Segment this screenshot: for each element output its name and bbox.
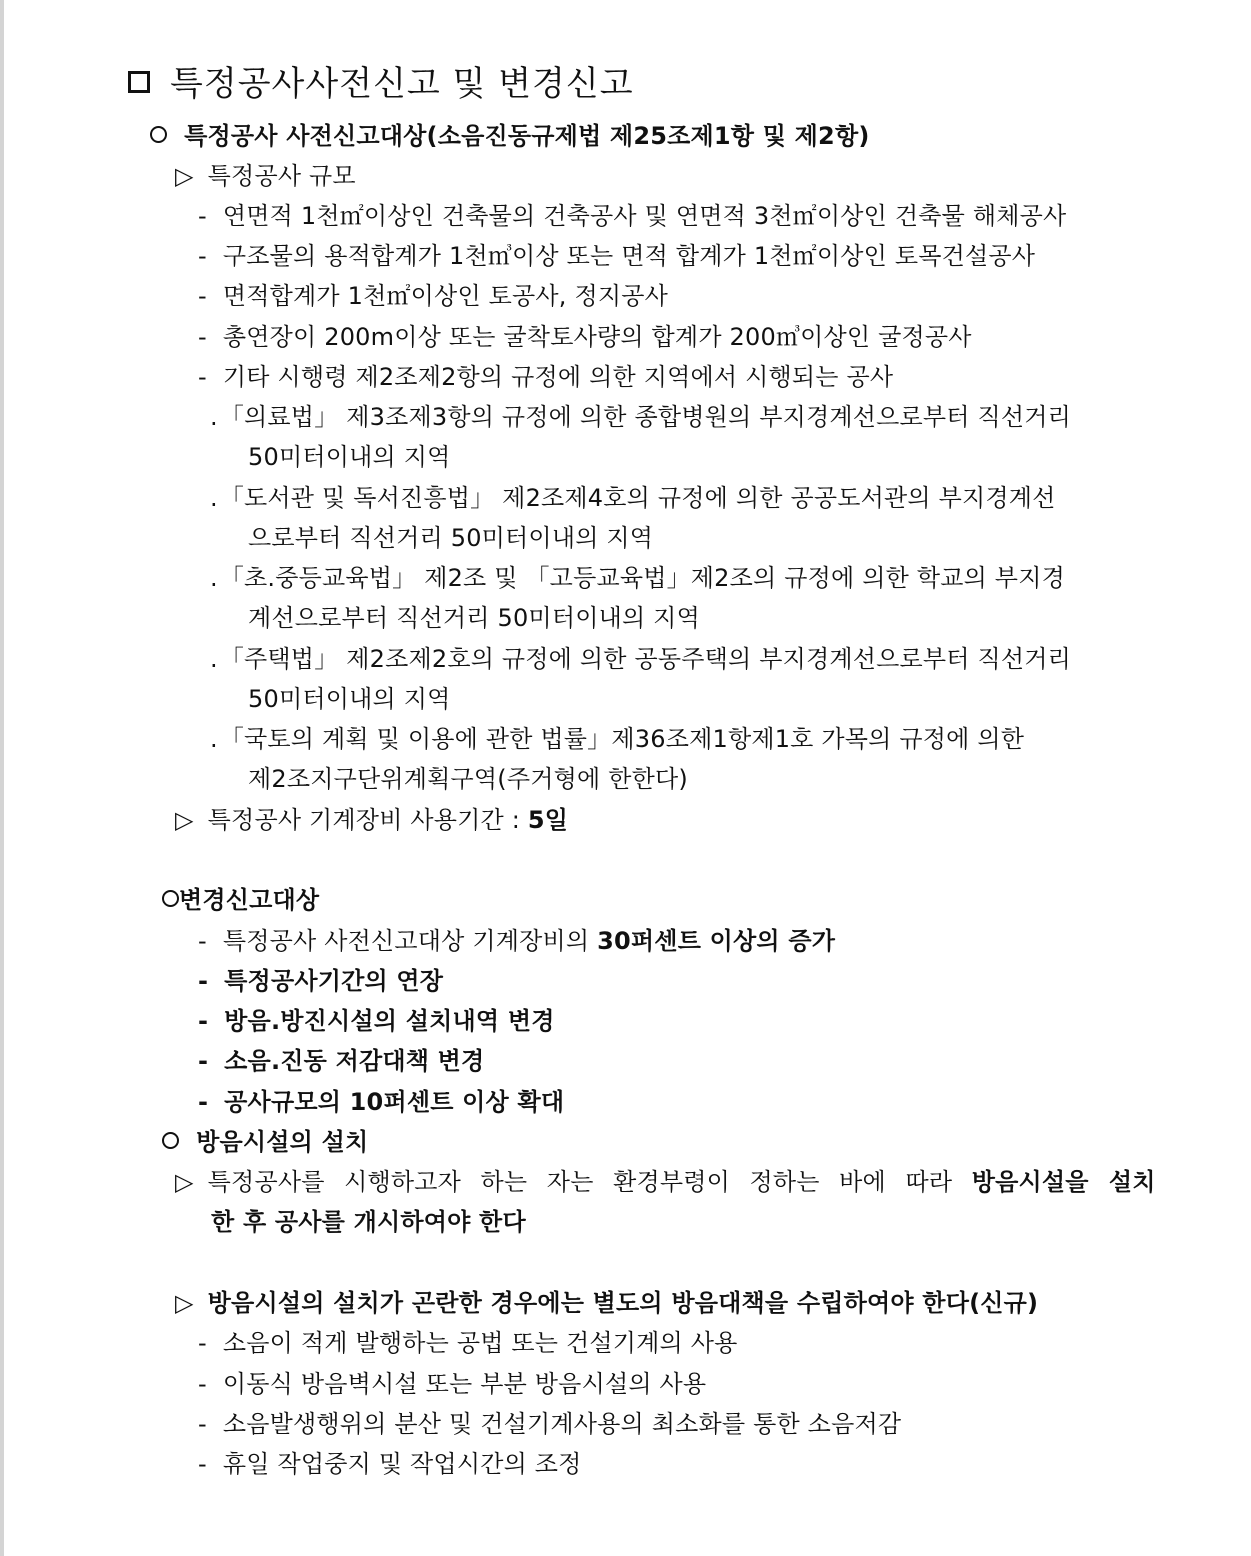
dot-bullet: . <box>210 403 218 431</box>
change-item: - 방음.방진시설의 설치내역 변경 <box>198 1004 555 1038</box>
prior-report-heading: 특정공사 사전신고대상(소음진동규제법 제25조제1항 및 제2항) <box>150 119 870 153</box>
dash-bullet: - <box>198 1370 207 1398</box>
scale-item: - 면적합계가 1천㎡이상인 토공사, 정지공사 <box>198 279 668 313</box>
circle-bullet-icon <box>162 890 179 907</box>
dash-bullet: - <box>198 1007 209 1035</box>
measure-item: - 이동식 방음벽시설 또는 부분 방음시설의 사용 <box>198 1367 706 1401</box>
triangle-bullet-icon: ▷ <box>175 1289 194 1317</box>
sub-item-continuation: 제2조지구단위계획구역(주거형에 한한다) <box>248 765 688 793</box>
scale-item: - 총연장이 200m이상 또는 굴착토사량의 합계가 200㎥이상인 굴정공사 <box>198 320 972 354</box>
alternative-measures-heading: ▷ 방음시설의 설치가 곤란한 경우에는 별도의 방음대책을 수립하여야 한다(신규) <box>175 1286 1038 1320</box>
dash-bullet: - <box>198 1088 209 1116</box>
triangle-bullet-icon: ▷ <box>175 1168 194 1196</box>
facility-paragraph-continuation: 한 후 공사를 개시하여야 한다 <box>211 1208 526 1236</box>
dash-bullet: - <box>198 1450 207 1478</box>
sub-item-continuation: 50미터이내의 지역 <box>248 685 451 713</box>
dash-bullet: - <box>198 323 207 351</box>
measure-item: - 소음발생행위의 분산 및 건설기계사용의 최소화를 통한 소음저감 <box>198 1407 901 1441</box>
dash-bullet: - <box>198 967 209 995</box>
dash-bullet: - <box>198 927 207 955</box>
sub-item-line: .「주택법」 제2조제2호의 규정에 의한 공동주택의 부지경계선으로부터 직선거리 <box>210 642 1071 676</box>
square-bullet-icon <box>128 71 150 93</box>
measure-item: - 소음이 적게 발행하는 공법 또는 건설기계의 사용 <box>198 1326 738 1360</box>
sub-item-continuation: 50미터이내의 지역 <box>248 443 451 471</box>
scale-item: - 연면적 1천㎡이상인 건축물의 건축공사 및 연면적 3천㎡이상인 건축물 해체공사 <box>198 199 1066 233</box>
dot-bullet: . <box>210 484 218 512</box>
change-report-heading: 변경신고대상 <box>162 883 319 917</box>
dot-bullet: . <box>210 725 218 753</box>
facility-paragraph: ▷ 특정공사를 시행하고자 하는 자는 환경부령이 정하는 바에 따라 방음시설을 설치 <box>175 1165 1156 1199</box>
sub-item-line: .「도서관 및 독서진흥법」 제2조제4호의 규정에 의한 공공도서관의 부지경계선 <box>210 481 1056 515</box>
dash-bullet: - <box>198 282 207 310</box>
change-item: - 특정공사 사전신고대상 기계장비의 30퍼센트 이상의 증가 <box>198 924 835 958</box>
change-item: - 소음.진동 저감대책 변경 <box>198 1044 484 1078</box>
equipment-period: ▷ 특정공사 기계장비 사용기간 : 5일 <box>175 803 568 837</box>
sub-item-line: .「의료법」 제3조제3항의 규정에 의한 종합병원의 부지경계선으로부터 직선거리 <box>210 400 1071 434</box>
sub-item-line: .「초.중등교육법」 제2조 및 「고등교육법」제2조의 규정에 의한 학교의 부지경 <box>210 561 1065 595</box>
measure-item: - 휴일 작업중지 및 작업시간의 조정 <box>198 1447 582 1481</box>
sub-item-continuation: 계선으로부터 직선거리 50미터이내의 지역 <box>248 604 700 632</box>
dash-bullet: - <box>198 363 207 391</box>
sub-item-continuation: 으로부터 직선거리 50미터이내의 지역 <box>248 524 654 552</box>
circle-bullet-icon <box>150 126 167 143</box>
change-item: - 특정공사기간의 연장 <box>198 964 443 998</box>
dash-bullet: - <box>198 1329 207 1357</box>
page-title: 특정공사사전신고 및 변경신고 <box>128 62 634 106</box>
scale-item: - 구조물의 용적합계가 1천㎥이상 또는 면적 합계가 1천㎡이상인 토목건설공사 <box>198 239 1035 273</box>
triangle-bullet-icon: ▷ <box>175 806 194 834</box>
dot-bullet: . <box>210 564 218 592</box>
dash-bullet: - <box>198 202 207 230</box>
circle-bullet-icon <box>162 1132 179 1149</box>
dot-bullet: . <box>210 645 218 673</box>
change-item: - 공사규모의 10퍼센트 이상 확대 <box>198 1085 564 1119</box>
dash-bullet: - <box>198 1410 207 1438</box>
facility-heading: 방음시설의 설치 <box>162 1125 368 1159</box>
scale-item: - 기타 시행령 제2조제2항의 규정에 의한 지역에서 시행되는 공사 <box>198 360 893 394</box>
sub-item-line: .「국토의 계획 및 이용에 관한 법률」제36조제1항제1호 가목의 규정에 의한 <box>210 722 1024 756</box>
dash-bullet: - <box>198 242 207 270</box>
triangle-bullet-icon: ▷ <box>175 162 194 190</box>
scale-heading: ▷ 특정공사 규모 <box>175 159 356 193</box>
dash-bullet: - <box>198 1047 209 1075</box>
